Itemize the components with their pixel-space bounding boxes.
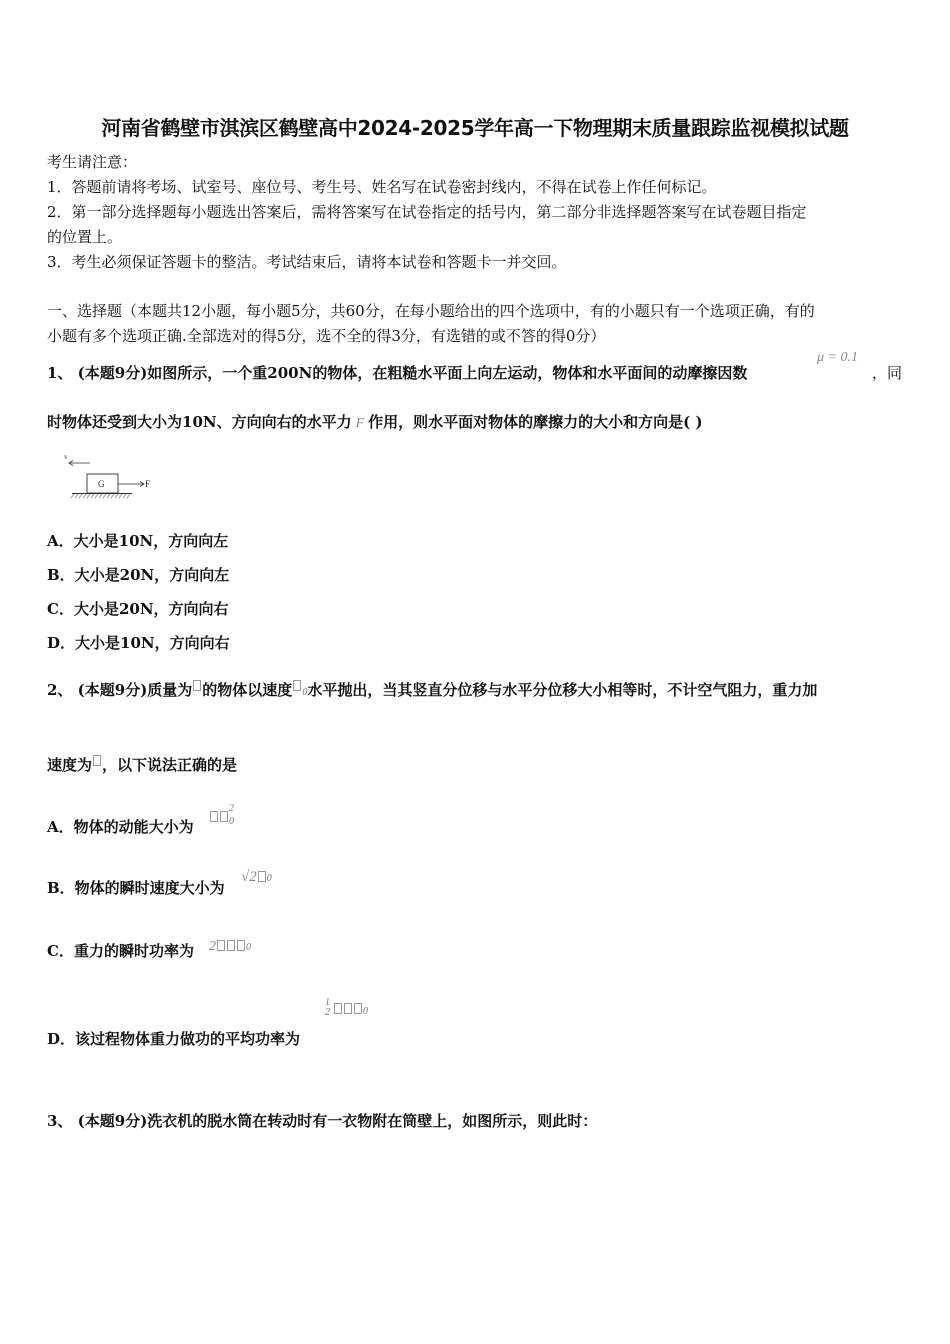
q2-option-c[interactable]: C．重力的瞬时功率为 [47,942,194,960]
q1-stem-line2-b: 作用，则水平面对物体的摩擦力的大小和方向是( ) [368,413,703,431]
q3-stem-line1: 3、 (本题9分)洗衣机的脱水筒在转动时有一衣物附在筒壁上，如图所示，则此时： [47,1112,598,1130]
q1-stem-text: 1、 (本题9分)如图所示，一个重200N的物体，在粗糙水平面上向左运动，物体和水平面间的动摩擦因数 [47,364,748,382]
notice-heading: 考生请注意： [47,153,138,171]
notice-item-1: 1．答题前请将考场、试室号、座位号、考生号、姓名写在试卷密封线内，不得在试卷上作任何标记。 [47,178,717,196]
velocity-subscript: 0 [302,687,308,698]
q2-stem-a: 2、 (本题9分)质量为 [47,681,193,699]
velocity-label: v [64,453,68,461]
notice-item-3: 3．考生必须保证答题卡的整洁。考试结束后，请将本试卷和答题卡一并交回。 [47,253,567,271]
q2-option-d-formula [325,998,368,1018]
section-heading-line1: 一、选择题（本题共12小题，每小题5分，共60分，在每小题给出的四个选项中，有的小题只有一个选项正确，有的 [47,302,815,320]
q1-option-c[interactable]: C．大小是20N，方向向右 [47,600,229,618]
formula-placeholder [227,940,235,951]
q1-option-a[interactable]: A．大小是10N，方向向左 [47,532,229,550]
velocity-symbol-placeholder [293,680,301,691]
formula-subscript: 0 [266,873,272,884]
formula-placeholder [334,1003,342,1014]
formula-subscript: 0 [246,942,251,953]
formula-placeholder [220,811,228,822]
formula-coefficient: 2 [209,939,216,954]
q2-option-d[interactable]: D．该过程物体重力做功的平均功率为 [47,1030,301,1048]
formula-superscript: 2 [229,802,234,814]
fraction-denominator: 2 [325,1007,330,1018]
section-heading-line2: 小题有多个选项正确.全部选对的得5分，选不全的得3分，有选错的或不答的得0分） [47,327,606,345]
q2-stem-line1 [47,680,817,703]
gravity-symbol-placeholder [93,755,101,766]
notice-item-2: 2．第一部分选择题每小题选出答案后，需将答案写在试卷指定的括号内，第二部分非选择题答案写在试卷题目指定 [47,203,807,221]
q2-option-b-formula [241,866,272,886]
q1-option-d[interactable]: D．大小是10N，方向向右 [47,634,230,652]
formula-placeholder [354,1003,362,1014]
mass-symbol-placeholder [193,680,201,691]
formula-placeholder [217,940,225,951]
q2-stem-c: 水平抛出，当其竖直分位移与水平分位移大小相等时，不计空气阻力，重力加 [307,681,818,699]
q1-stem-line1 [47,363,747,383]
q1-mu-formula: μ = 0.1 [817,350,858,365]
formula-placeholder [344,1003,352,1014]
formula-placeholder [258,871,266,882]
q2-option-c-formula [209,935,251,955]
formula-subscript: 0 [229,815,234,827]
page-title: 河南省鹤壁市淇滨区鹤壁高中2024-2025学年高一下物理期末质量跟踪监视模拟试题 [101,116,849,140]
q2-stem-b: 的物体以速度 [202,681,293,699]
q1-option-b[interactable]: B．大小是20N，方向向左 [47,566,230,584]
formula-placeholder [237,940,245,951]
fraction-numerator: 1 [325,997,330,1008]
ground-hatching [71,494,130,498]
force-label: F [145,479,151,489]
notice-item-2-cont: 的位置上。 [47,228,123,246]
q1-stem-line2 [47,412,703,434]
q1-figure [60,450,160,502]
q2-stem-line2 [47,755,237,775]
sqrt-expression: √2 [241,869,257,885]
q2-option-a-formula [209,802,237,827]
q2-option-a[interactable]: A．物体的动能大小为 [47,818,194,836]
q1-stem-line1-end: ，同 [872,364,903,382]
block-label: G [98,479,105,489]
q1-force-symbol: F [355,416,365,431]
q2-option-b[interactable]: B．物体的瞬时速度大小为 [47,879,225,897]
formula-subscript: 0 [363,1005,368,1017]
formula-placeholder [210,811,218,822]
q2-stem-d: 速度为 [47,756,93,774]
q1-stem-line2-a: 时物体还受到大小为10N、方向向右的水平力 [47,413,352,431]
fraction [325,998,330,1018]
q2-stem-e: ，以下说法正确的是 [102,756,238,774]
